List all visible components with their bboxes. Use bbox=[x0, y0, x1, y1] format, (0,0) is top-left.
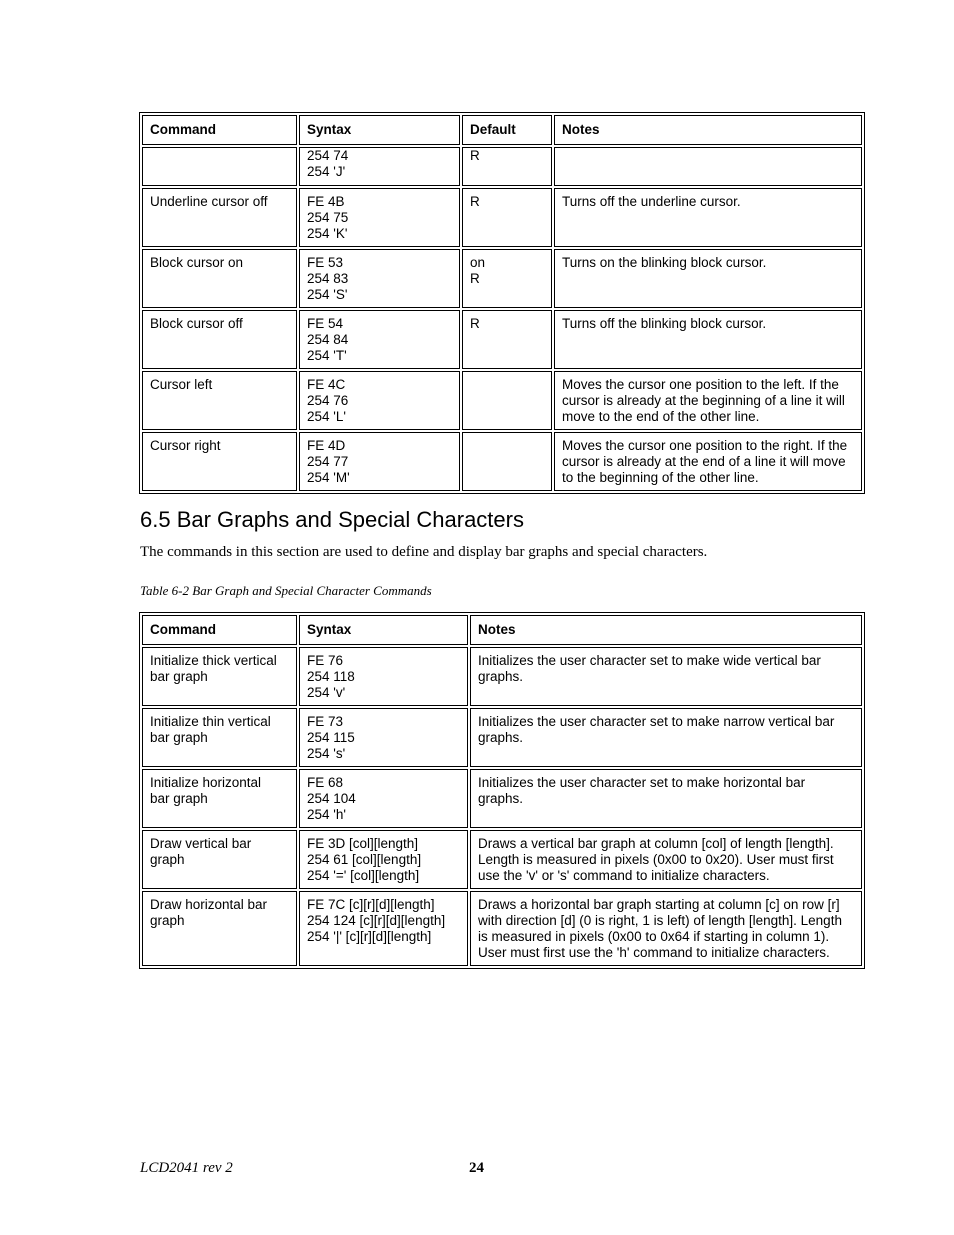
header-syntax: Syntax bbox=[299, 615, 468, 645]
default-cell bbox=[462, 432, 552, 491]
header-notes: Notes bbox=[470, 615, 862, 645]
syntax-cell: FE 7C [c][r][d][length] 254 124 [c][r][d][length] 254 '|' [c][r][d][length] bbox=[299, 891, 468, 966]
cursor-commands-table bbox=[139, 112, 865, 494]
notes-cell: Draws a vertical bar graph at column [col] of length [length]. Length is measured in pixels (0x00 to 0x20). User must first use the 'v' or 's' command to initialize characters. bbox=[470, 830, 862, 889]
notes-cell: Initializes the user character set to make narrow vertical bar graphs. bbox=[470, 708, 862, 767]
syntax-cell: FE 68 254 104 254 'h' bbox=[299, 769, 468, 828]
table-row bbox=[142, 147, 862, 186]
table-row bbox=[142, 647, 862, 706]
notes-cell: Initializes the user character set to make horizontal bar graphs. bbox=[470, 769, 862, 828]
header-syntax: Syntax bbox=[299, 115, 460, 145]
notes-cell: Initializes the user character set to make wide vertical bar graphs. bbox=[470, 647, 862, 706]
command-cell: Initialize thin vertical bar graph bbox=[142, 708, 297, 767]
notes-cell bbox=[554, 147, 862, 186]
table-row bbox=[142, 708, 862, 767]
command-cell: Underline cursor off bbox=[142, 188, 297, 247]
notes-cell: Turns off the underline cursor. bbox=[554, 188, 862, 247]
syntax-cell: 254 74 254 'J' bbox=[299, 147, 460, 186]
default-cell: on R bbox=[462, 249, 552, 308]
table-row bbox=[142, 891, 862, 966]
syntax-cell: FE 4C 254 76 254 'L' bbox=[299, 371, 460, 430]
syntax-cell: FE 3D [col][length] 254 61 [col][length] 254 '=' [col][length] bbox=[299, 830, 468, 889]
header-default: Default bbox=[462, 115, 552, 145]
table-header-row bbox=[142, 615, 862, 645]
table-row bbox=[142, 188, 862, 247]
bar-graph-commands-table bbox=[139, 612, 865, 969]
syntax-cell: FE 73 254 115 254 's' bbox=[299, 708, 468, 767]
table-row bbox=[142, 249, 862, 308]
page-number: 24 bbox=[469, 1160, 484, 1176]
notes-cell: Moves the cursor one position to the left. If the cursor is already at the beginning of a line it will move to the end of the other line. bbox=[554, 371, 862, 430]
syntax-cell: FE 76 254 118 254 'v' bbox=[299, 647, 468, 706]
table-row bbox=[142, 769, 862, 828]
syntax-cell: FE 54 254 84 254 'T' bbox=[299, 310, 460, 369]
default-cell: R bbox=[462, 188, 552, 247]
notes-cell: Moves the cursor one position to the right. If the cursor is already at the end of a line it will move to the beginning of the other line. bbox=[554, 432, 862, 491]
default-cell: R bbox=[462, 310, 552, 369]
command-cell: Draw vertical bar graph bbox=[142, 830, 297, 889]
header-notes: Notes bbox=[554, 115, 862, 145]
syntax-cell: FE 4B 254 75 254 'K' bbox=[299, 188, 460, 247]
table-row bbox=[142, 432, 862, 491]
header-command: Command bbox=[142, 115, 297, 145]
command-cell: Draw horizontal bar graph bbox=[142, 891, 297, 966]
default-cell bbox=[462, 371, 552, 430]
command-cell: Initialize thick vertical bar graph bbox=[142, 647, 297, 706]
command-cell: Block cursor off bbox=[142, 310, 297, 369]
footer-doc-id: LCD2041 rev 2 bbox=[140, 1160, 233, 1176]
command-cell: Cursor right bbox=[142, 432, 297, 491]
syntax-cell: FE 53 254 83 254 'S' bbox=[299, 249, 460, 308]
syntax-cell: FE 4D 254 77 254 'M' bbox=[299, 432, 460, 491]
command-cell: Cursor left bbox=[142, 371, 297, 430]
notes-cell: Turns on the blinking block cursor. bbox=[554, 249, 862, 308]
header-command: Command bbox=[142, 615, 297, 645]
table-row bbox=[142, 830, 862, 889]
command-cell bbox=[142, 147, 297, 186]
command-cell: Block cursor on bbox=[142, 249, 297, 308]
command-cell: Initialize horizontal bar graph bbox=[142, 769, 297, 828]
notes-cell: Draws a horizontal bar graph starting at column [c] on row [r] with direction [d] (0 is right, 1 is left) of length [length]. Length is measured in pixels (0x00 to 0x64 if starting in column 1). User must first use the 'h' command to initialize characters. bbox=[470, 891, 862, 966]
section-heading: 6.5 Bar Graphs and Special Characters bbox=[140, 507, 524, 532]
default-cell: R bbox=[462, 147, 552, 186]
notes-cell: Turns off the blinking block cursor. bbox=[554, 310, 862, 369]
table-row bbox=[142, 310, 862, 369]
table-header-row bbox=[142, 115, 862, 145]
section-intro: The commands in this section are used to define and display bar graphs and special characters. bbox=[140, 544, 708, 560]
table-row bbox=[142, 371, 862, 430]
table-caption: Table 6-2 Bar Graph and Special Character Commands bbox=[140, 583, 432, 598]
